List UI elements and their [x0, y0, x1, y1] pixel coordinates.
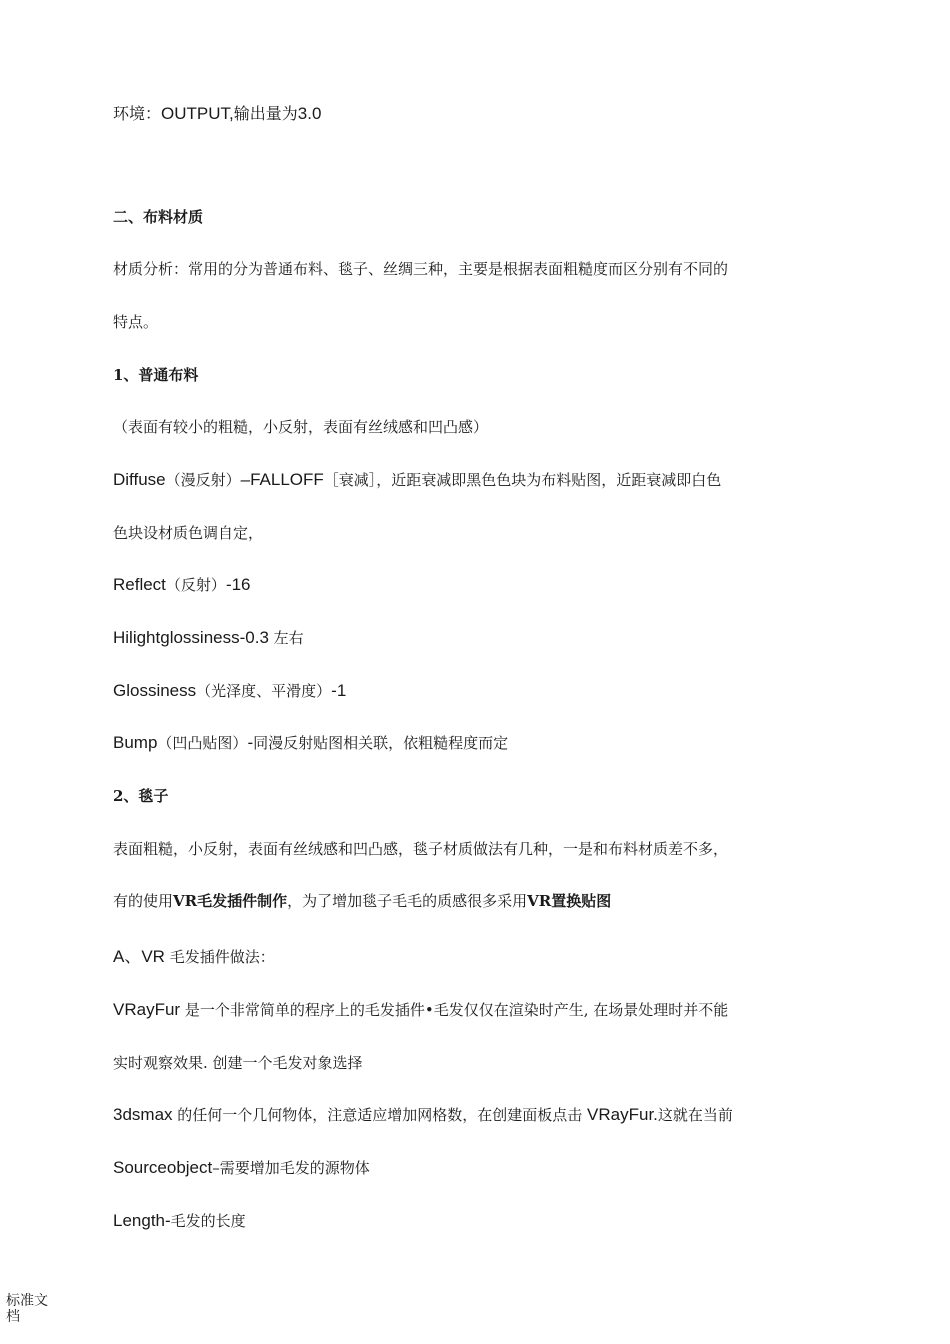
env-value: OUTPUT, — [161, 104, 234, 123]
subsection-2-heading: 2、毯子 — [113, 787, 169, 805]
diffuse-line-2: 色块设材质色调自定， — [113, 524, 264, 542]
env-label: 环境： — [113, 104, 162, 123]
carpet-2c: ，为了增加毯子毛毛的质感很多采用 — [287, 892, 528, 910]
section-2-heading: 二、布料材质 — [113, 208, 204, 226]
env-number: 3.0 — [297, 104, 322, 123]
max-tail: 这就在当前 — [657, 1106, 733, 1124]
source-object-line — [113, 1157, 370, 1179]
vrayfur-term: VRayFur — [113, 1000, 181, 1019]
bump-term: Bump — [113, 733, 158, 752]
environment-line — [113, 103, 321, 125]
page-footer-label: 标准文档 — [6, 1293, 48, 1325]
method-a-desc: 毛发插件做法： — [164, 948, 275, 966]
carpet-vr-fur: VR毛发插件制作 — [173, 892, 288, 910]
hilight-line — [113, 627, 304, 649]
reflect-term: Reflect — [113, 575, 166, 594]
max-desc: 的任何一个几何物体，注意适应增加网格数，在创建面板点击 — [172, 1106, 583, 1124]
vrayfur-line-2: 实时观察效果. 创建一个毛发对象选择 — [113, 1054, 363, 1072]
reflect-value: -16 — [225, 575, 251, 594]
glossiness-term: Glossiness — [113, 681, 197, 700]
vrayfur-line — [113, 999, 728, 1021]
glossiness-gloss: （光泽度、平滑度） — [196, 682, 332, 700]
max-vrayfur: VRayFur. — [582, 1105, 658, 1124]
source-object-term: Sourceobject — [113, 1158, 213, 1177]
falloff-term: –FALLOFF — [240, 470, 324, 489]
carpet-line-1: 表面粗糙，小反射，表面有丝绒感和凹凸感，毯子材质做法有几种，一是和布料材质差不多， — [113, 840, 729, 858]
analysis-line-2: 特点。 — [113, 313, 159, 331]
method-a-vr: VR — [141, 947, 165, 966]
bump-dash: - — [247, 733, 254, 752]
method-a-prefix: A、 — [113, 947, 142, 966]
analysis-line-1: 材质分析：常用的分为普通布料、毯子、丝绸三种，主要是根据表面粗糙度而区分别有不同的 — [113, 260, 729, 278]
length-desc: 毛发的长度 — [170, 1212, 246, 1230]
diffuse-gloss: （漫反射） — [165, 471, 241, 489]
falloff-desc: ［衰减］，近距衰减即黑色色块为布料贴图，近距衰减即白色 — [323, 471, 722, 489]
method-a-line — [113, 946, 275, 968]
reflect-line — [113, 574, 251, 596]
bump-desc: 同漫反射贴图相关联，依粗糙程度而定 — [253, 734, 509, 752]
length-term: Length- — [113, 1211, 171, 1230]
subsection-1-description: （表面有较小的粗糙，小反射，表面有丝绒感和凹凸感） — [113, 418, 489, 436]
diffuse-term: Diffuse — [113, 470, 166, 489]
max-line — [113, 1104, 733, 1126]
bump-gloss: （凹凸贴图） — [157, 734, 248, 752]
reflect-gloss: （反射） — [165, 576, 226, 594]
diffuse-line — [113, 469, 721, 491]
bump-line — [113, 732, 508, 754]
subsection-1-heading: 1、普通布料 — [113, 366, 199, 384]
glossiness-value: -1 — [331, 681, 347, 700]
glossiness-line — [113, 680, 346, 702]
vrayfur-desc: 是一个非常简单的程序上的毛发插件•毛发仅仅在渲染时产生, 在场景处理时并不能 — [180, 1001, 729, 1019]
env-rest: 输出量为 — [233, 104, 298, 123]
max-term: 3dsmax — [113, 1105, 173, 1124]
source-object-desc: –需要增加毛发的源物体 — [212, 1159, 370, 1177]
hilight-note: 左右 — [268, 629, 304, 647]
carpet-line-2 — [113, 890, 611, 912]
carpet-2a: 有的使用 — [113, 892, 174, 910]
length-line — [113, 1210, 246, 1232]
hilight-term: Hilightglossiness-0.3 — [113, 628, 269, 647]
carpet-vr-displace: VR置换贴图 — [527, 892, 612, 910]
